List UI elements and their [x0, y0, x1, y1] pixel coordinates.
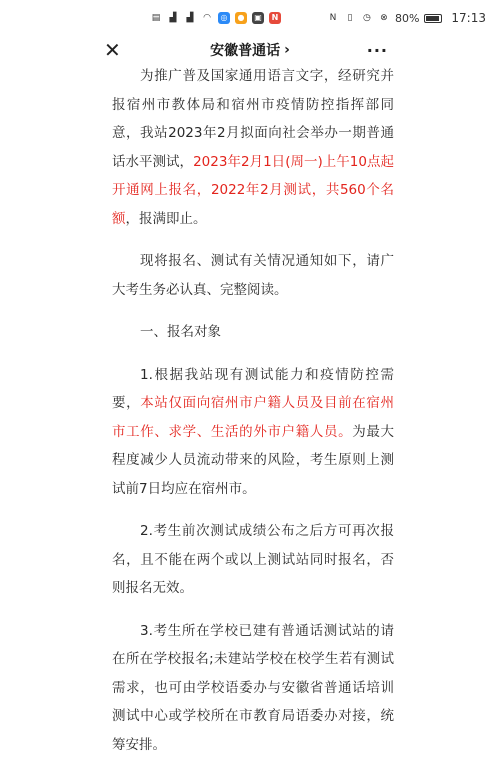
section-heading: 一、报名对象: [140, 324, 221, 340]
battery-percent: 80%: [394, 11, 420, 25]
account-title-link[interactable]: [210, 40, 290, 60]
paragraph-notice: 现将报名、测试有关情况通知如下，请广大考生务必认真、完整阅读。: [112, 253, 394, 298]
status-time: 17:13: [451, 11, 486, 25]
list-item: [112, 361, 394, 504]
item1-highlight: 本站仅面向宿州市户籍人员及目前在宿州市工作、求学、生活的外市户籍人员。: [112, 395, 395, 440]
article-body: [112, 62, 394, 773]
list-item: 3.考生所在学校已建有普通话测试站的请在所在学校报名;未建站学校在校学生若有测试需求，也可由学校语委办与安徽省普通话培训测试中心或学校所在市教育局语委办对接，统筹安排。: [112, 622, 394, 753]
vibrate-icon: ▯: [347, 13, 353, 23]
more-options-icon[interactable]: ···: [366, 40, 388, 60]
paragraph-intro: [112, 62, 394, 233]
alarm-icon: ◷: [363, 13, 371, 23]
app-icon: ●: [235, 12, 247, 24]
status-icons-right: [327, 11, 486, 25]
wifi-icon: ◠: [203, 13, 211, 23]
status-icons-left: [150, 12, 281, 24]
app-icon: ◎: [218, 12, 230, 24]
item1-text-end: 为最大程度减少人员流动带来的风险，考生原则上测试前7日均应在宿州市。: [112, 423, 395, 497]
signal-strength-icon: ⊗: [380, 13, 388, 23]
notification-icon: N: [269, 12, 281, 24]
app-icon: ▣: [252, 12, 264, 24]
intro-text-end: ，报满即止。: [125, 210, 207, 227]
list-item: 2.考生前次测试成绩公布之后方可再次报名，且不能在两个或以上测试站同时报名，否则报名无效。: [112, 523, 394, 596]
nav-bar: [0, 36, 500, 64]
item1-text: 1.根据我站现有测试能力和疫情防控需要，: [112, 366, 394, 411]
page-title: 安徽普通话: [210, 43, 281, 59]
intro-text: 为推广普及国家通用语言文字，经研究并报宿州市教体局和宿州市疫情防控指挥部同意，我站2023年2月拟面向社会举办一期普通话水平测试，: [112, 68, 394, 170]
status-bar: [0, 0, 500, 36]
battery-icon: [424, 14, 442, 23]
close-icon[interactable]: ✕: [104, 38, 121, 62]
signal-icon: ▟: [186, 13, 194, 23]
registration-highlight: 2023年2月1日(周一)上午10点起开通网上报名，2022年2月测试，共560个名额: [112, 153, 394, 227]
sim-icon: ▤: [151, 13, 161, 23]
signal-icon: ▟: [169, 13, 177, 23]
chevron-right-icon: ›: [284, 42, 290, 58]
nfc-icon: N: [329, 13, 337, 23]
